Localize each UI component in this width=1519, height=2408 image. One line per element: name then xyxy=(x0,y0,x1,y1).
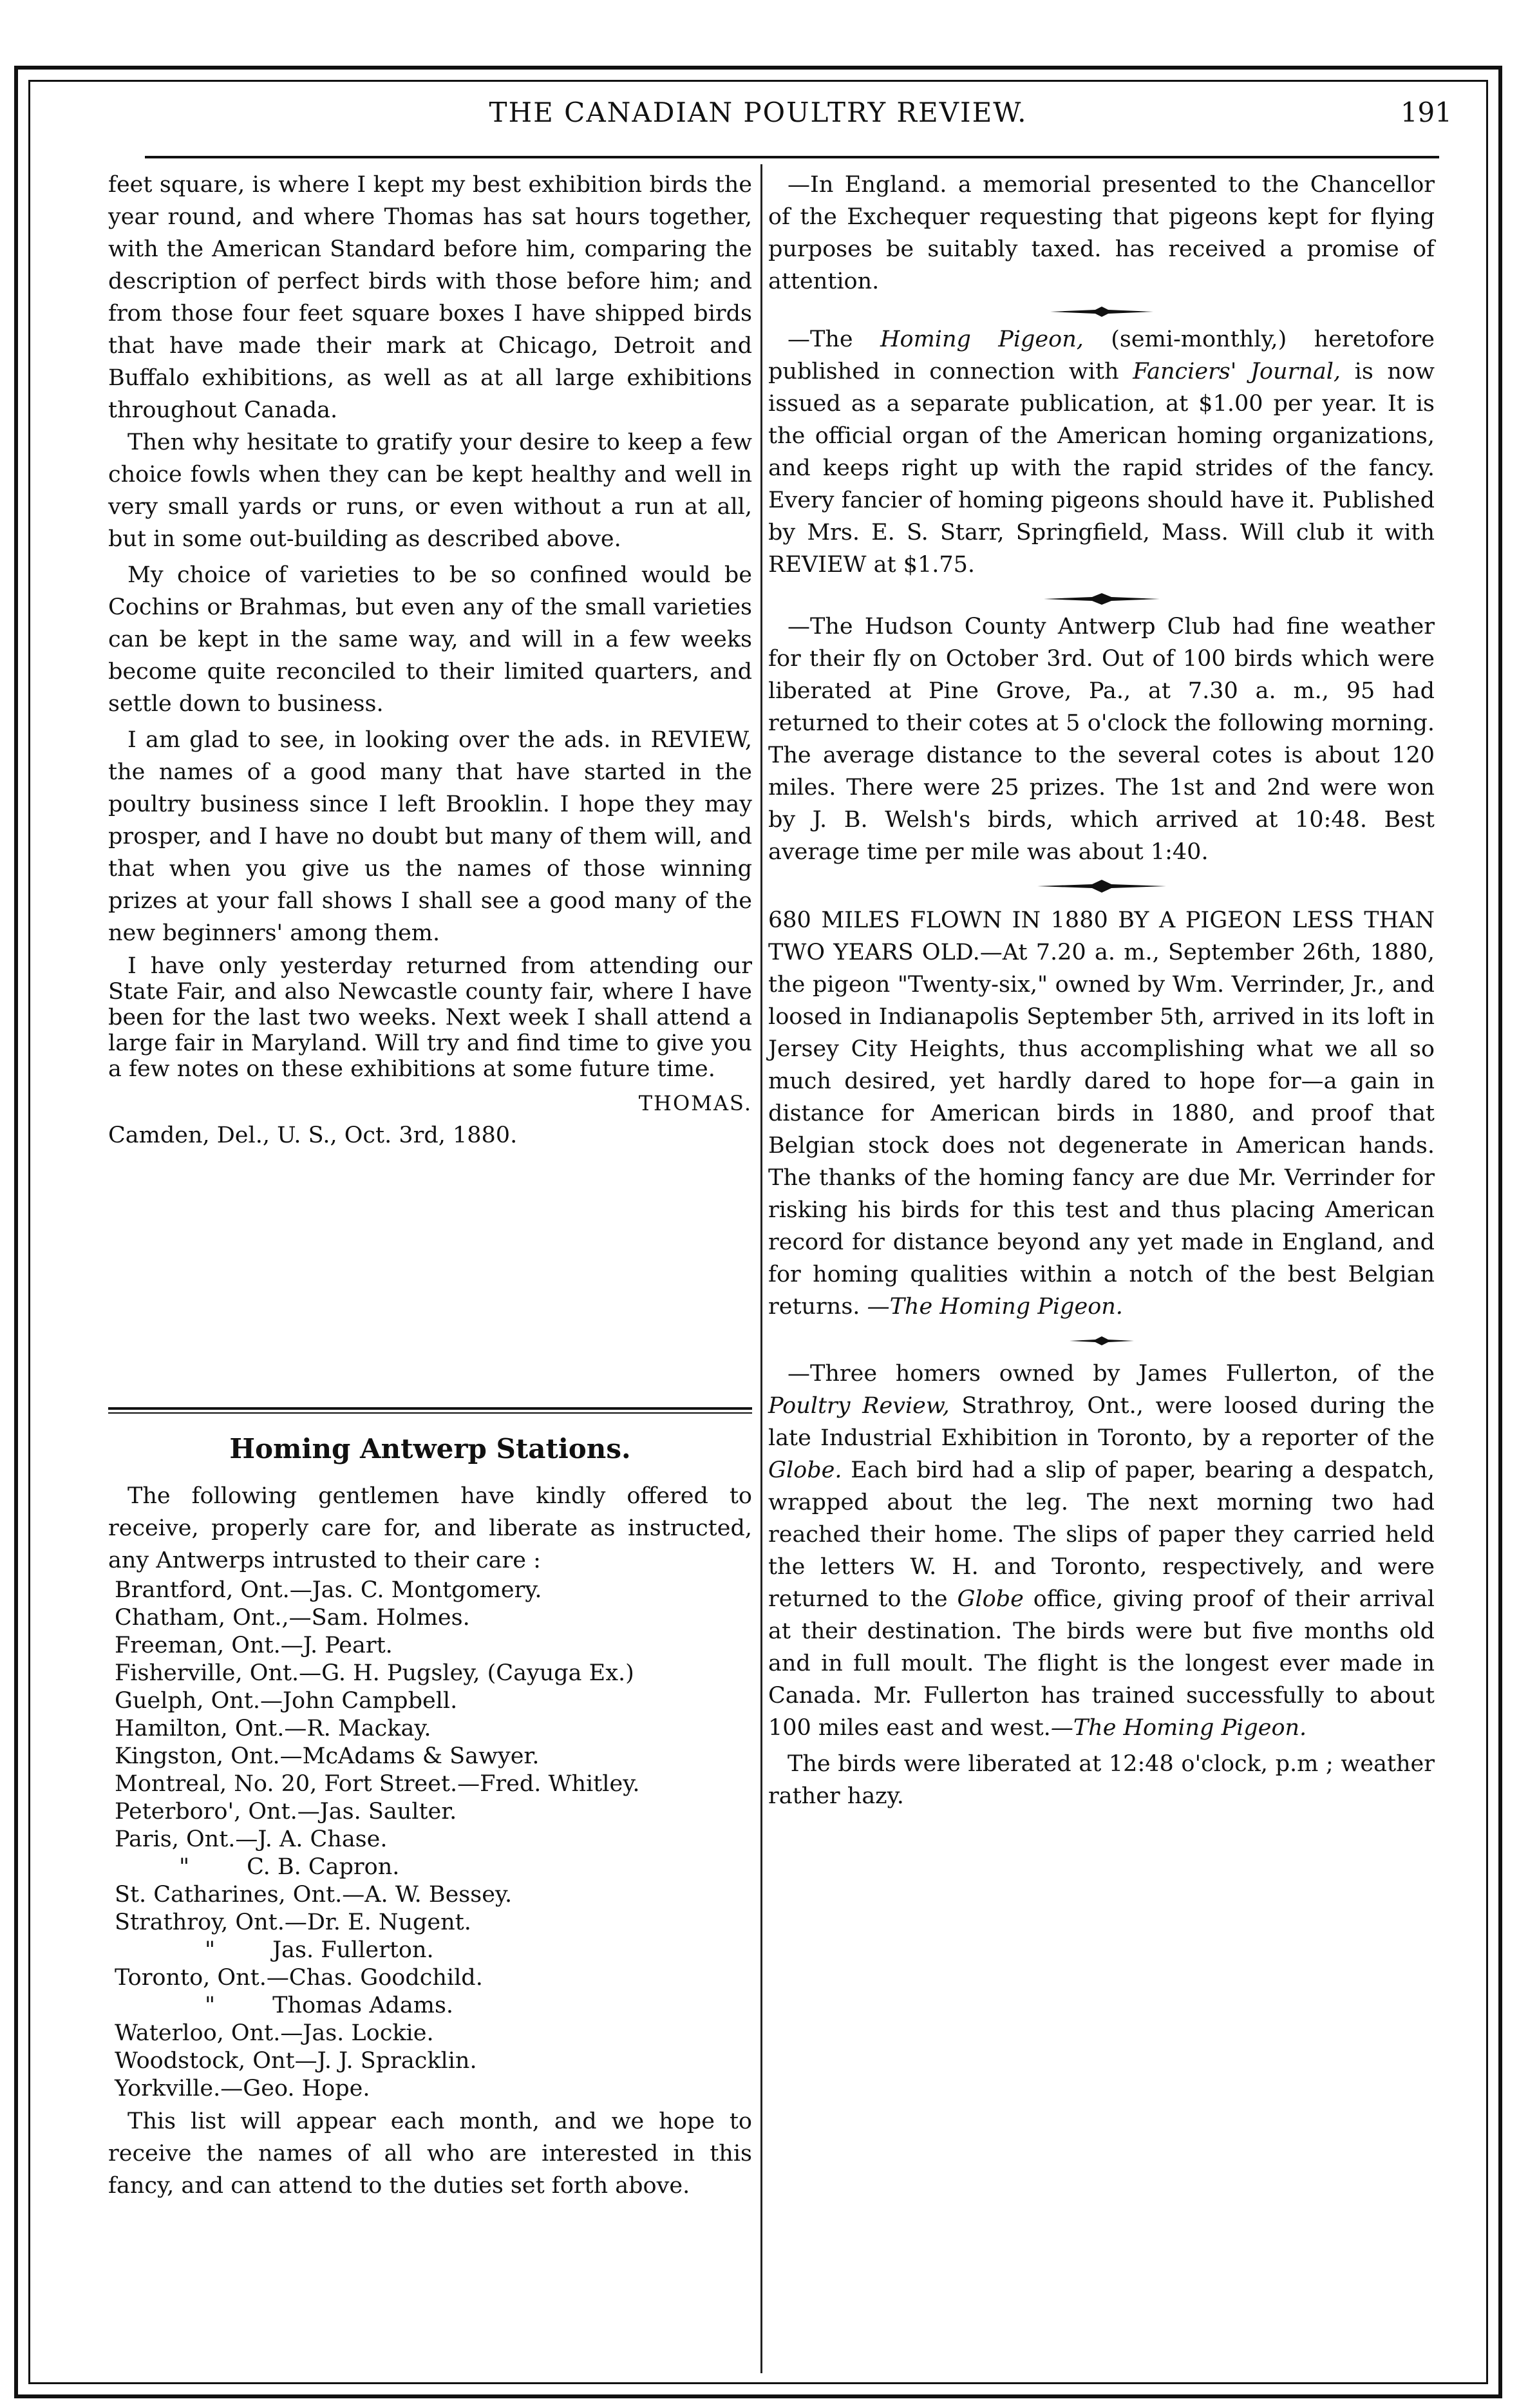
note-680-miles: 680 MILES FLOWN IN 1880 BY A PIGEON LESS THAN TWO YEARS OLD.—At 7.20 a. m., September 26th, 1880, the pigeon "Twenty-six," owned by Wm. Verrinder, Jr., and loosed in Indianapolis September 5th, arrived in its loft in Jersey City Heights, thus accomplishing what we all so much desired, yet hardly dared to hope for—a gain in distance for American birds in 1880, and proof that Belgian stock does not degenerate in American hands. The thanks of the homing fancy are due Mr. Verrinder for risking his birds for this test and thus placing American record for distance beyond any yet made in England, and for homing qualities within a notch of the best Belgian returns. —The Homing Pigeon. xyxy=(768,907,1435,1320)
right-column-notes xyxy=(768,169,1435,1812)
running-header xyxy=(39,97,1478,135)
list-item: Strathroy, Ont.—Dr. E. Nugent. xyxy=(115,1910,471,1935)
list-item: Freeman, Ont.—J. Peart. xyxy=(115,1633,393,1658)
paragraph: Then why hesitate to gratify your desire to keep a few choice fowls when they can be kept healthy and well in very small yards or runs, or even without a run at all, but in some out-building as described above. xyxy=(108,430,752,552)
list-item: Waterloo, Ont.—Jas. Lockie. xyxy=(115,2020,434,2046)
list-item: Paris, Ont.—J. A. Chase. xyxy=(115,1826,388,1852)
paragraph: I have only yesterday returned from attending our State Fair, and also Newcastle county fair, where I have been for the last two weeks. Next week I shall attend a large fair in Maryland. Will try and find time to give you a few notes on these exhibitions at some future time. xyxy=(108,953,752,1082)
list-item: Guelph, Ont.—John Campbell. xyxy=(115,1688,458,1714)
stations-intro: The following gentlemen have kindly offered to receive, properly care for, and liberate as instructed, any Antwerps intrusted to their care : xyxy=(108,1483,752,1573)
ornament-divider-icon xyxy=(1031,872,1173,898)
section-rule xyxy=(108,1412,752,1414)
stations-section xyxy=(108,1430,752,2202)
note-homing-pigeon-journal: —The Homing Pigeon, (semi-monthly,) heretofore published in connection with Fanciers' Journal, is now issued as a separate publication, at $1.00 per year. It is the official organ of the American homing organizations, and keeps right up with the rapid strides of the fancy. Every fancier of homing pigeons should have it. Published by Mrs. E. S. Starr, Springfield, Mass. Will club it with REVIEW at $1.75. xyxy=(768,327,1435,578)
list-item: Kingston, Ont.—McAdams & Sawyer. xyxy=(115,1743,540,1769)
note-fullerton-homers: —Three homers owned by James Fullerton, of the Poultry Review, Strathroy, Ont., were loosed during the late Industrial Exhibition in Toronto, by a reporter of the Globe. Each bird had a slip of paper, bearing a despatch, wrapped about the leg. The next morning two had reached their home. The slips of paper they carried held the letters W. H. and Toronto, respectively, and were returned to the Globe office, giving proof of their arrival at their destination. The birds were but five months old and in full moult. The flight is the longest ever made in Canada. Mr. Fullerton has trained successfully to about 100 miles east and west.—The Homing Pigeon. xyxy=(768,1361,1435,1741)
list-item: Montreal, No. 20, Fort Street.—Fred. Whitley. xyxy=(115,1771,640,1797)
note-england: —In England. a memorial presented to the Chancellor of the Exchequer requesting that pigeons kept for flying purposes be suitably taxed. has received a promise of attention. xyxy=(768,172,1435,294)
ornament-divider-icon xyxy=(1044,298,1160,323)
stations-list xyxy=(108,1577,752,2103)
ornament-divider-icon xyxy=(1037,585,1166,611)
list-item: " Thomas Adams. xyxy=(205,1993,454,2018)
signature: THOMAS. xyxy=(638,1091,752,1115)
list-item: Toronto, Ont.—Chas. Goodchild. xyxy=(115,1965,483,1991)
header-rule xyxy=(145,156,1439,158)
list-item: St. Catharines, Ont.—A. W. Bessey. xyxy=(115,1882,513,1908)
list-item: Fisherville, Ont.—G. H. Pugsley, (Cayuga Ex.) xyxy=(115,1660,634,1686)
list-item: Chatham, Ont.,—Sam. Holmes. xyxy=(115,1605,470,1631)
paragraph: I am glad to see, in looking over the ads. in REVIEW, the names of a good many that have started in the poultry business since I left Brooklin. I hope they may prosper, and I have no doubt but many of them will, and that when you give us the names of those winning prizes at your fall shows I shall see a good many of the new beginners' among them. xyxy=(108,727,752,946)
journal-title: THE CANADIAN POULTRY REVIEW. xyxy=(489,97,1028,128)
section-title: Homing Antwerp Stations. xyxy=(229,1433,631,1465)
column-divider xyxy=(760,164,762,2373)
list-item: " C. B. Capron. xyxy=(179,1854,400,1880)
note-hudson-county: —The Hudson County Antwerp Club had fine weather for their fly on October 3rd. Out of 100 birds which were liberated at Pine Grove, Pa., at 7.30 a. m., 95 had returned to their cotes at 5 o'clock the following morning. The average distance to the several cotes is about 120 miles. There were 25 prizes. The 1st and 2nd were won by J. B. Welsh's birds, which arrived at 10:48. Best average time per mile was about 1:40. xyxy=(768,614,1435,865)
page-number: 191 xyxy=(1400,97,1452,128)
stations-closing: This list will appear each month, and we hope to receive the names of all who are interested in this fancy, and can attend to the duties set forth above. xyxy=(108,2109,752,2199)
list-item: Hamilton, Ont.—R. Mackay. xyxy=(115,1716,431,1741)
ornament-divider-icon xyxy=(1063,1327,1140,1352)
paragraph: feet square, is where I kept my best exhibition birds the year round, and where Thomas has sat hours together, with the American Standard before him, comparing the description of perfect birds with those before him; and from those four feet square boxes I have shipped birds that have made their mark at Chicago, Detroit and Buffalo exhibitions, as well as at all large exhibitions throughout Canada. xyxy=(108,172,752,423)
list-item: Woodstock, Ont—J. J. Spracklin. xyxy=(115,2048,477,2074)
paragraph: My choice of varieties to be so confined would be Cochins or Brahmas, but even any of the small varieties can be kept in the same way, and will in a few weeks become quite reconciled to their limited quarters, and settle down to business. xyxy=(108,562,752,717)
list-item: Peterboro', Ont.—Jas. Saulter. xyxy=(115,1799,457,1825)
section-rule xyxy=(108,1407,752,1410)
list-item: " Jas. Fullerton. xyxy=(205,1937,434,1963)
dateline: Camden, Del., U. S., Oct. 3rd, 1880. xyxy=(108,1123,518,1148)
list-item: Yorkville.—Geo. Hope. xyxy=(115,2076,370,2101)
note-liberation-time: The birds were liberated at 12:48 o'clock, p.m ; weather rather hazy. xyxy=(768,1751,1435,1809)
left-column-article xyxy=(108,169,752,1152)
list-item: Brantford, Ont.—Jas. C. Montgomery. xyxy=(115,1577,542,1603)
